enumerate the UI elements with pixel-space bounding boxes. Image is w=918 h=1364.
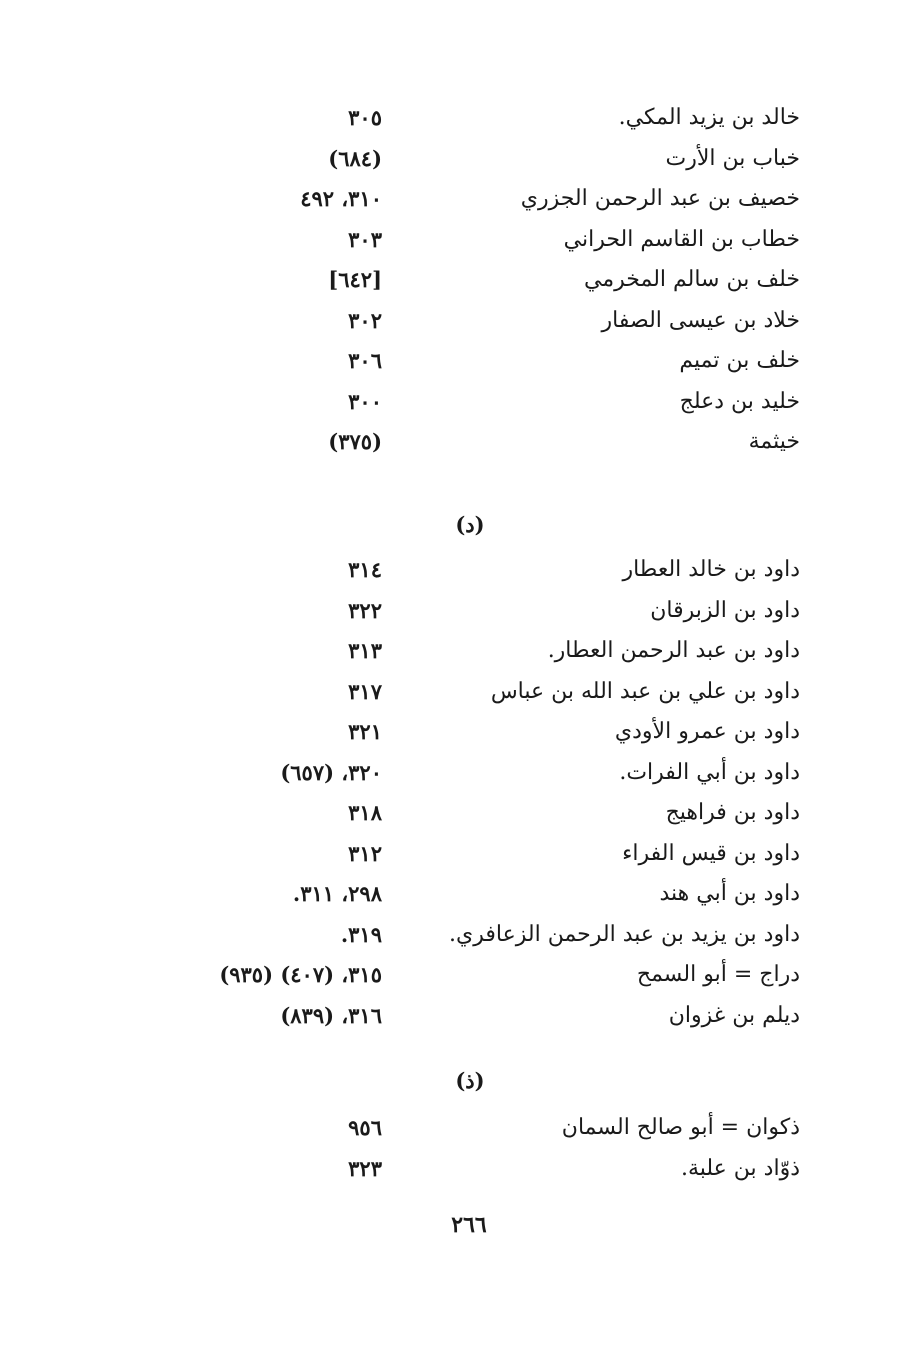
section-heading-dal: (د) [455, 512, 485, 537]
index-entry [0, 672, 918, 713]
index-entry [0, 382, 918, 423]
entry-name: داود بن أبي هند [659, 881, 800, 906]
entry-name: ذوّاد بن علبة. [680, 1155, 800, 1181]
index-entry [0, 874, 918, 915]
index-entry [0, 179, 918, 220]
entry-refs: ٣٢٠، (٦٥٧) [280, 759, 382, 785]
index-entry [0, 793, 918, 834]
entry-name: داود بن خالد العطار [622, 557, 800, 582]
section-dhal [0, 1108, 918, 1189]
index-entry [0, 301, 918, 342]
entry-name: خلف بن سالم المخرمي [584, 267, 800, 292]
entry-refs: (٦٨٤) [328, 145, 382, 171]
index-entry [0, 996, 918, 1037]
index-entry [0, 712, 918, 753]
entry-name: خالد بن يزيد المكي. [618, 105, 800, 130]
entry-name: داود بن الزبرقان [650, 597, 800, 623]
section-heading-dhal: (ذ) [455, 1068, 485, 1093]
entry-name: خباب بن الأرت [665, 145, 800, 171]
index-entry [0, 550, 918, 591]
entry-refs: ٣١٦، (٨٣٩) [280, 1002, 382, 1028]
entry-name: داود بن قيس الفراء [622, 840, 800, 866]
index-entry [0, 753, 918, 794]
entry-refs: ٣١٠، ٤٩٢ [300, 186, 382, 211]
entry-name: ديلم بن غزوان [668, 1002, 800, 1028]
entry-refs: ٣٠٦ [348, 348, 382, 373]
index-entry [0, 591, 918, 632]
index-entry [0, 955, 918, 996]
entry-refs: ٣٠٠ [348, 388, 382, 414]
section-kha [0, 98, 918, 463]
index-entry [0, 341, 918, 382]
entry-name: خصيف بن عبد الرحمن الجزري [520, 186, 800, 211]
entry-refs: ٣١٧ [348, 678, 382, 704]
entry-name: ذكوان = أبو صالح السمان [561, 1115, 800, 1140]
entry-refs: ٣١٤ [348, 557, 382, 582]
entry-refs: ٣٠٥ [348, 105, 382, 130]
index-entry [0, 260, 918, 301]
index-entry [0, 915, 918, 956]
index-entry [0, 1108, 918, 1149]
entry-name: خلف بن تميم [679, 348, 800, 373]
entry-refs: ٩٥٦ [348, 1115, 382, 1140]
entry-name: داود بن فراهيج [665, 800, 800, 825]
entry-refs: ٣١٣ [348, 638, 382, 663]
entry-refs: ٣١٢ [348, 840, 382, 866]
section-dal [0, 550, 918, 1036]
entry-name: داود بن عمرو الأودي [614, 719, 800, 744]
index-entry [0, 98, 918, 139]
entry-name: داود بن عبد الرحمن العطار. [547, 638, 800, 663]
index-entry [0, 220, 918, 261]
entry-refs: ٣١٨ [348, 800, 382, 825]
entry-name: داود بن يزيد بن عبد الرحمن الزعافري. [449, 921, 800, 947]
entry-refs: ٣٢١ [348, 719, 382, 744]
entry-refs: ٣١٥، (٤٠٧) (٩٣٥) [219, 962, 382, 987]
index-entry [0, 834, 918, 875]
index-entry [0, 1149, 918, 1190]
entry-name: خلاد بن عيسى الصفار [601, 307, 800, 333]
entry-name: خطاب بن القاسم الحراني [563, 226, 800, 252]
entry-refs: ٣١٩. [340, 921, 382, 947]
entry-refs: (٣٧٥) [328, 429, 382, 454]
entry-refs: ٣٢٢ [348, 597, 382, 623]
entry-refs: ٢٩٨، ٣١١. [292, 881, 382, 906]
entry-refs: [٦٤٢] [328, 267, 382, 292]
entry-name: دراج = أبو السمح [636, 962, 800, 987]
entry-name: خليد بن دعلج [679, 388, 800, 414]
index-entry [0, 631, 918, 672]
index-entry [0, 422, 918, 463]
entry-refs: ٣٠٢ [348, 307, 382, 333]
entry-refs: ٣٢٣ [348, 1155, 382, 1181]
entry-refs: ٣٠٣ [348, 226, 382, 252]
index-entry [0, 139, 918, 180]
entry-name: داود بن أبي الفرات. [619, 759, 800, 785]
entry-name: خيثمة [748, 429, 800, 454]
page-number: ٢٦٦ [451, 1212, 487, 1238]
entry-name: داود بن علي بن عبد الله بن عباس [490, 678, 800, 704]
